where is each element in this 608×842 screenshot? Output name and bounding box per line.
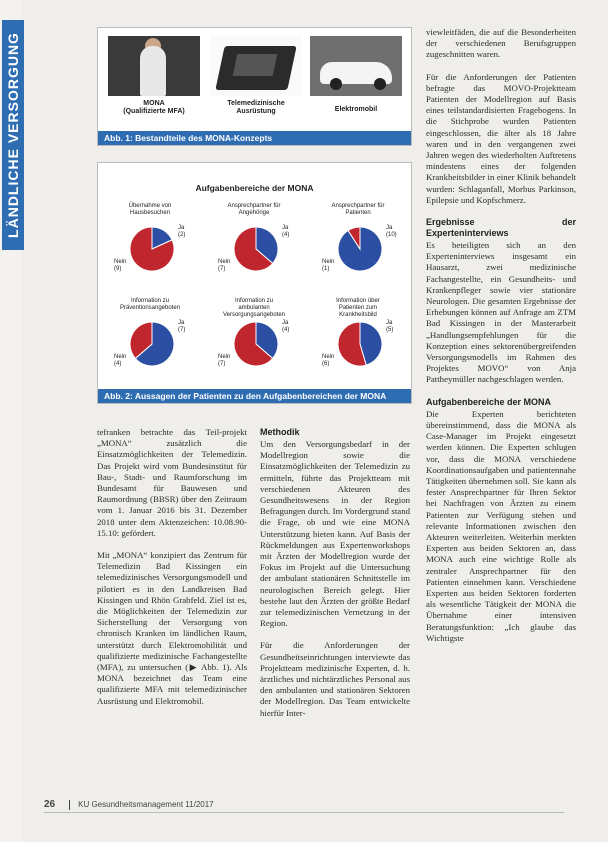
pie-chart [128, 320, 176, 368]
pie-value-nein: Nein (4) [114, 354, 127, 367]
pie-label: Übernahme von Hausbesuchen [128, 203, 172, 216]
pie-value-nein: Nein (9) [114, 259, 127, 272]
figure-2 [97, 162, 412, 404]
paragraph: viewleitfäden, die auf die Besonderheiten der verschiedenen Berufsgruppen zugeschnitten waren. [426, 27, 576, 60]
pie-chart [128, 225, 176, 273]
paragraph: Für die Anforderungen der Patienten befragte das MOVO-Projektteam Patienten der Modellregion auf Basis eines teilstandardisierten Fragebogens. In die Stichprobe wurden Patienten eingeschlossen, die älter als 18 Jahre waren und in den vergangenen zwei Jahren wegen des wiederholten Auftretens mindestens eines der folgenden Krankheitsbilder in einer Klinik behandelt wurden: Schlaganfall, Morbus Parkinson, Epilepsie und Kopfschmerz. [426, 71, 576, 205]
pie-chart [336, 320, 384, 368]
pie-chart [232, 320, 280, 368]
pie-value-nein: Nein (6) [322, 354, 335, 367]
text-column-3 [426, 27, 576, 655]
pie-value-ja: Ja (4) [282, 225, 290, 238]
pie-chart [336, 225, 384, 273]
heading-experteninterviews: Ergebnisse der Experteninterviews [426, 217, 576, 239]
figure-1 [97, 27, 412, 146]
figure-1-caption: Abb. 1: Bestandteile des MONA-Konzepts [98, 131, 411, 145]
pie-value-ja: Ja (10) [386, 225, 397, 238]
text-column-2 [260, 427, 410, 730]
paragraph: Um den Versorgungsbedarf in der Modellregion sowie die Einsatzmöglichkeiten der Telemedizin zu ermitteln, führte das Projektteam mit verschiedenen Akteuren des Gesundheitswesens in der Region Befragungen durch. Im Vordergrund stand die Frage, ob und wie eine MONA Unterstützung bieten kann. Auf Basis der Rückmeldungen aus Expertenworkshops mit Ärzten der Modellregion wurde der Fokus im Projekt auf die Untersuchung der ambulant stationären Schnittstelle im neurologischen Bereich gelegt. Hier bestehe laut den Ärzten der größte Bedarf zur telemedizinischen Vernetzung in der Region. [260, 439, 410, 629]
equipment-photo [210, 36, 302, 96]
paragraph: Für die Anforderungen der Gesundheitseinrichtungen interviewte das Projektteam medizinische Experten, d. h. ärztliches und nichtärztliches Personal aus den ambulanten und stationären Sektoren der Modellregion. Das Team entwickelte hierfür Inter- [260, 640, 410, 718]
pie-value-nein: Nein (1) [322, 259, 335, 272]
pie-value-nein: Nein (7) [218, 354, 231, 367]
pie-value-ja: Ja (5) [386, 320, 394, 333]
pie-value-ja: Ja (4) [282, 320, 290, 333]
pie-value-ja: Ja (7) [178, 320, 186, 333]
paragraph: Es beteiligten sich an den Experteninterviews insgesamt ein Hausarzt, zwei medizinische Fachangestellte, ein Gesundheits- und Krankenpfleger sowie vier stationäre Neurologen. Die gesamten Ergebnisse der Erhebungen können auf Anfrage am ZTM Bad Kissingen in der Masterarbeit „Handlungsempfehlungen für die Konzeption eines sektorenübergreifenden Versorgungsmodells im Rahmen des Projektes MOVO“ von Anja Pattheymüller nachgeschlagen werden. [426, 240, 576, 385]
text-column-1 [97, 427, 247, 718]
footer [44, 799, 214, 810]
pie-label: Information zu Präventionsangeboten [119, 298, 181, 311]
pie-value-nein: Nein (7) [218, 259, 231, 272]
mona-label: MONA (Qualifizierte MFA) [123, 100, 185, 115]
electric-car-label: Elektromobil [334, 106, 378, 113]
electric-car-photo [310, 36, 402, 96]
pie-label: Ansprechpartner für Angehörige [227, 203, 281, 216]
pie-value-ja: Ja (2) [178, 225, 186, 238]
section-label: LÄNDLICHE VERSORGUNG [2, 20, 24, 250]
heading-methodik: Methodik [260, 427, 300, 437]
equipment-label: Telemedizinische Ausrüstung [227, 100, 285, 115]
paragraph: Mit „MONA“ konzipiert das Zentrum für Telemedizin Bad Kissingen ein telemedizinisches Versorgungsmodell und pilotiert es in den Landkreisen Bad Kissingen und Rhön Grabfeld. Ziel ist es, die Möglichkeiten der Telemedizin zur Sicherstellung der Versorgung von chronisch Kranken im ländlichen Raum, unterstützt durch Elektromobilität und qualifizierte medizinische Fachangestellte (MFA), zu untersuchen (▶ Abb. 1). Als MONA bezeichnet das Team eine qualifizierte MFA mit telemedizinischer Ausrüstung und Elektromobil. [97, 550, 247, 706]
footer-divider [44, 812, 564, 813]
figure-2-caption: Abb. 2: Aussagen der Patienten zu den Aufgabenbereichen der MONA [98, 389, 411, 403]
journal-name: KU Gesundheitsmanagement 11/2017 [78, 800, 214, 809]
pie-label: Ansprechpartner für Patienten [331, 203, 385, 216]
chart-title: Aufgabenbereiche der MONA [195, 183, 314, 193]
paragraph: Die Experten berichteten übereinstimmend, dass die MONA als Case-Manager im Projekt eingesetzt werden können. Die Experten schlugen vor, dass die MONA verschiedene Koordinationsaufgaben und patientennahe Tätigkeiten übernehmen soll. Sie kann als fester Ansprechpartner für Ihren Sektor bei Nachfragen von Ärzten zu einem Patienten zur Verfügung stehen und relevante Informationen zwischen den Akteuren weiterleiten. Weiterhin merkten Experten aus beiden Sektoren an, dass MONA auch eine wichtige Rolle als zentraler Ansprechpartner für den Patienten einnehmen kann. Verschiedene Experten aus beiden Sektoren forderten als wesentliche Tätigkeit der MONA die Übernahme einer intensiven Beratungsfunktion: „Ich glaube das Wichtigste [426, 408, 576, 643]
pie-label: Information über Patienten zum Krankheitsbild [336, 298, 380, 318]
pie-label: Information zu ambulanten Versorgungsangeboten [222, 298, 286, 318]
mona-photo [108, 36, 200, 96]
heading-aufgabenbereiche: Aufgabenbereiche der MONA [426, 396, 552, 407]
page-number: 26 [44, 799, 56, 810]
pie-chart [232, 225, 280, 273]
paragraph: tefranken betrachte das Teil-projekt „MONA“ zusätzlich die Einsatzmöglichkeiten der Telemedizin. Das Projekt wird vom Bundesinstitut für Bau-, Stadt- und Raumforschung im Bundesamt für Bauwesen und Raumordnung (BBSR) über den Zeitraum vom 1. Januar 2016 bis 31. Dezember 2018 unter dem Aktenzeichen: 10.08.90-15.10: gefördert. [97, 427, 247, 538]
